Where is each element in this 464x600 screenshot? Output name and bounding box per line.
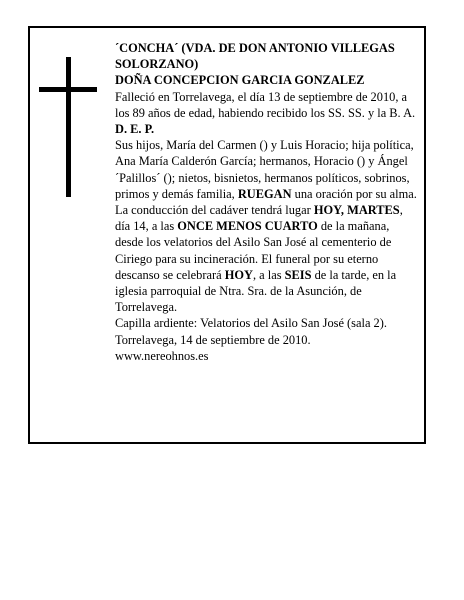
church-text: de la tarde, en la iglesia parroquial de Ntra. Sra. de la Asunción, de Torrelavega. — [115, 267, 397, 315]
death-announcement: Falleció en Torrelavega, el día 13 de septiembre de 2010, a los 89 años de edad, habiendo recibido los SS. SS. y la B. A. — [115, 89, 416, 120]
dep-line: D. E. P. — [115, 122, 155, 137]
transfer-text: de la mañana, desde los velatorios del Asilo San José al cementerio de Ciriego para su incineración. El funeral por su eterno descanso se celebrará — [115, 219, 392, 282]
website-line: www.nereohnos.es — [115, 348, 209, 363]
place-date-line: Torrelavega, 14 de septiembre de 2010. — [115, 332, 311, 347]
hoy-martes-bold: HOY, MARTES — [313, 203, 400, 218]
cross-icon — [66, 57, 71, 197]
prayer-text: una oración por su alma. La conducción del cadáver tendrá lugar — [115, 186, 417, 218]
chapel-line: Capilla ardiente: Velatorios del Asilo San José (sala 2). — [115, 316, 387, 331]
ruegan-bold: RUEGAN — [237, 186, 292, 201]
seis-bold: SEIS — [284, 267, 312, 282]
hoy-bold: HOY — [224, 267, 253, 282]
cross-icon-arm — [39, 87, 97, 92]
obituary-text — [115, 40, 420, 364]
heading-alias: ´CONCHA´ (VDA. DE DON ANTONIO VILLEGAS SOLORZANO) — [115, 41, 395, 72]
family-text: Sus hijos, María del Carmen () y Luis Horacio; hija política, Ana María Calderón García; hermanos, Horacio () y Ángel ´Palillos´ (); nietos, bisnietos, hermanos políticos, sobrinos, primos y demás familia, — [115, 138, 414, 201]
time-bold: ONCE MENOS CUARTO — [177, 219, 318, 234]
a-las-text: , a las — [252, 267, 285, 282]
body-paragraph — [115, 137, 420, 315]
heading-name: DOÑA CONCEPCION GARCIA GONZALEZ — [115, 73, 365, 88]
day-text: , día 14, a las — [115, 203, 403, 234]
